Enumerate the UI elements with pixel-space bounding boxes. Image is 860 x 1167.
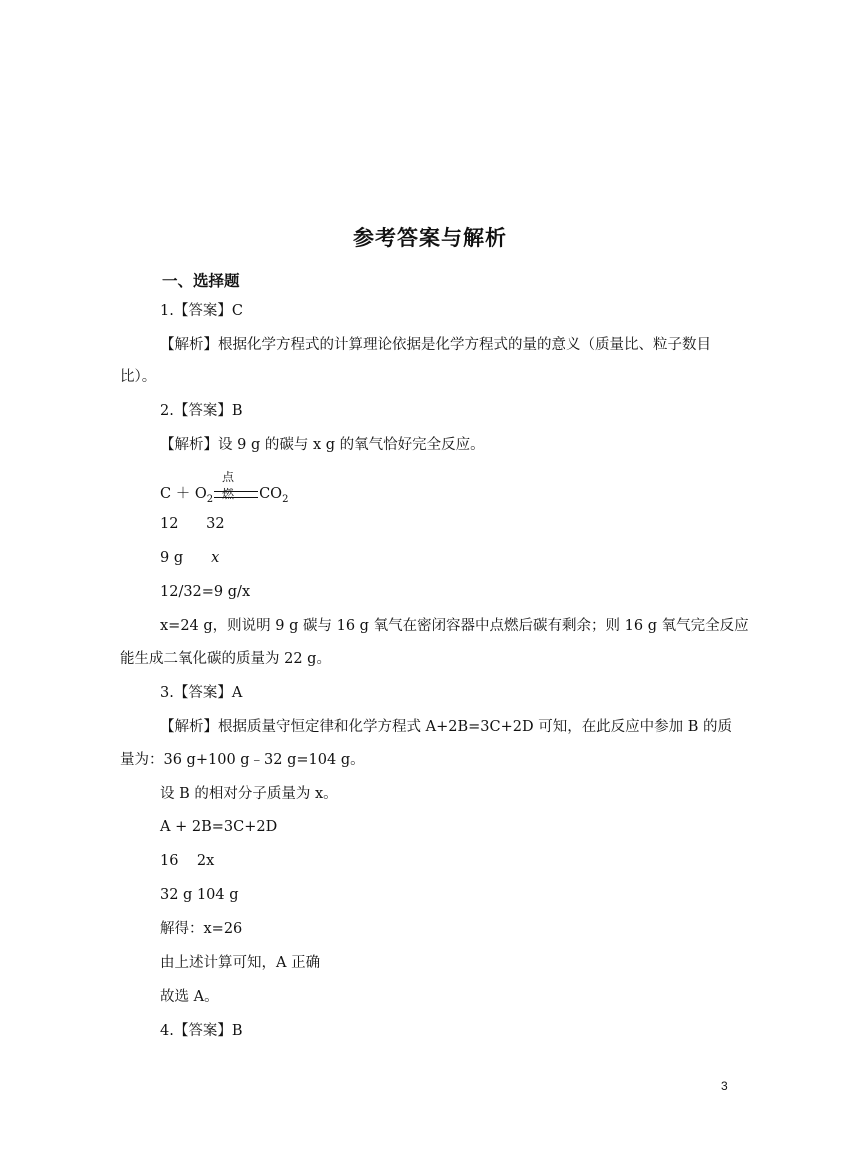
q3-setup: 设 B 的相对分子质量为 x。 (160, 786, 338, 802)
page-number: 3 (721, 1079, 728, 1093)
unknown-x: x (211, 550, 220, 566)
q3-choice: 故选 A。 (160, 989, 219, 1005)
q1-analysis-line2: 比）。 (120, 369, 157, 385)
q4-answer: 4.【答案】B (160, 1023, 243, 1039)
equation-product: CO (259, 486, 283, 502)
given-mass: 9 g (160, 550, 184, 566)
q2-result-line2: 能生成二氧化碳的质量为 22 g。 (120, 651, 331, 667)
q3-given: 32 g 104 g (160, 887, 239, 903)
q3-analysis-line1: 【解析】根据质量守恒定律和化学方程式 A+2B=3C+2D 可知，在此反应中参加 B 的质 (160, 719, 733, 735)
reaction-condition: 点燃 (222, 470, 235, 501)
q2-result-line1: x=24 g，则说明 9 g 碳与 16 g 氧气在密闭容器中点燃后碳有剩余；则 16 g 氧气完全反应 (160, 618, 749, 634)
q1-answer: 1.【答案】C (160, 303, 243, 319)
co2-subscript: 2 (282, 493, 289, 505)
equation-reactants: C ＋ O (160, 486, 207, 502)
q2-answer: 2.【答案】B (160, 403, 243, 419)
section-heading: 一、选择题 (162, 272, 240, 290)
q2-setup: 【解析】设 9 g 的碳与 x g 的氧气恰好完全反应。 (160, 437, 485, 453)
q3-solve: 解得：x=26 (160, 921, 243, 937)
q1-analysis-line1: 【解析】根据化学方程式的计算理论依据是化学方程式的量的意义（质量比、粒子数目 (160, 337, 711, 353)
equals-sign (214, 491, 258, 498)
q2-molar-mass: 12 32 (160, 516, 225, 532)
page-title: 参考答案与解析 (353, 226, 507, 250)
q2-ratio: 12/32=9 g/x (160, 584, 251, 600)
q3-mass: 16 2x (160, 853, 215, 869)
o2-subscript: 2 (206, 493, 214, 505)
q3-answer: 3.【答案】A (160, 685, 243, 701)
q2-given (160, 549, 219, 567)
q3-conclusion: 由上述计算可知，A 正确 (160, 955, 321, 971)
q3-equation: A + 2B=3C+2D (160, 819, 278, 835)
q3-analysis-line2: 量为：36 g+100 g﹣32 g=104 g。 (120, 752, 365, 768)
